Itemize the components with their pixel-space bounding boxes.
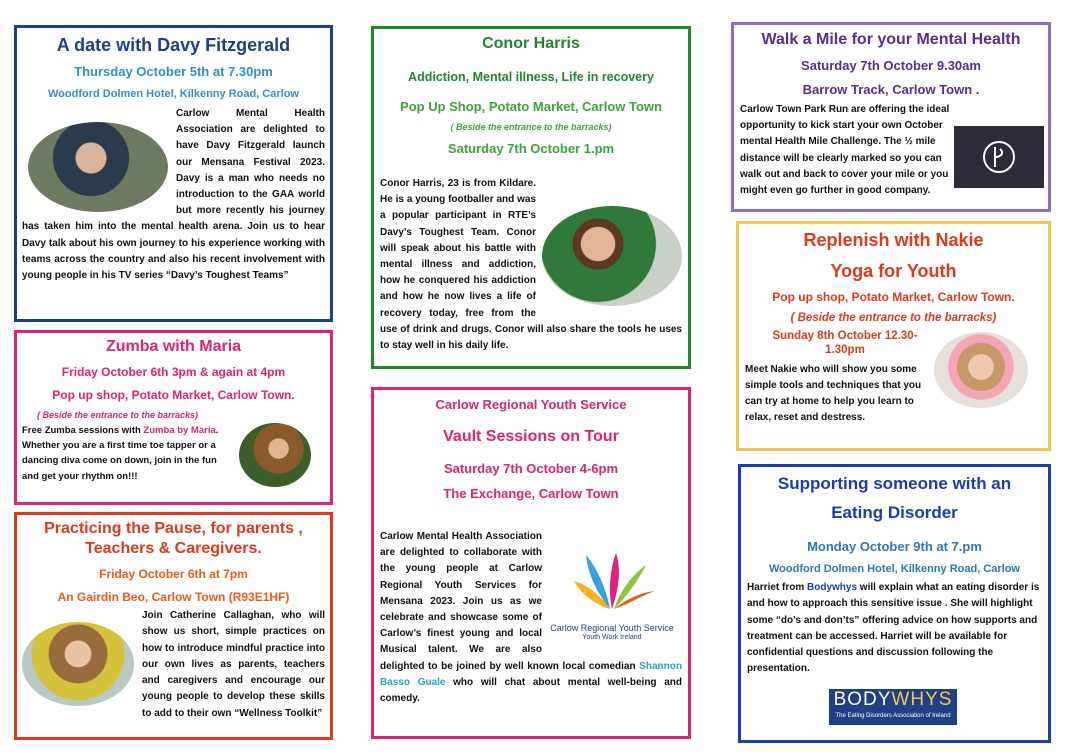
davy-title: A date with Davy Fitzgerald [56,35,291,55]
conor-title: Conor Harris [482,35,580,52]
conor-topic: Addiction, Mental illness, Life in recovery [408,70,654,84]
eating-date: Monday October 9th at 7.pm [807,539,982,554]
nakie-card [736,221,1051,451]
leaf-logo-icon [566,547,658,617]
eating-title-2: Eating Disorder [831,503,958,522]
youth-logo-name: Carlow Regional Youth Service [550,623,674,634]
nakie-description: Meet Nakie who will show you some simple tools and techniques that you can try at home to help you learn to relax, reset and destress. [739,358,1048,427]
youth-service-logo [548,547,676,647]
davy-description: Carlow Mental Health Association are delighted to have Davy Fitzgerald launch our Mensana Festival 2023. Davy is a man who needs no introduction to the GAA world but more recently his journey has taken him into the mental health arena. Join us to hear Davy talk about his own journey to his experience working with teams across the country and also his recent involvement with young people in his TV series “Davy’s Toughest Teams” [22,108,325,281]
walk-date: Saturday 7th October 9.30am [801,58,981,73]
walk-venue: Barrow Track, Carlow Town . [802,82,980,97]
bodywhys-logo-whys: WHYS [891,689,953,710]
youth-logo-tag: Youth Work Ireland [582,633,642,641]
eating-title-1: Supporting someone with an [777,474,1012,493]
nakie-note: ( Beside the entrance to the barracks) [790,312,997,324]
davy-venue: Woodford Dolmen Hotel, Kilkenny Road, Carlow [48,88,299,100]
zumba-description: Free Zumba sessions with Zumba by Maria. Whether you are a first time toe tapper or a dancing diva come on down, join in the fun and get your rhythm on!!! [17,420,330,484]
zumba-card [14,330,333,505]
conor-venue: Pop Up Shop, Potato Market, Carlow Town [400,99,662,114]
shannon-name: Shannon Basso Guale [380,660,682,688]
zumba-note: ( Beside the entrance to the barracks) [37,410,199,420]
nakie-title-2: Yoga for Youth [830,261,957,281]
zumba-venue: Pop up shop, Potato Market, Carlow Town. [52,388,295,402]
nakie-photo [934,332,1028,408]
nakie-venue: Pop up shop, Potato Market, Carlow Town. [772,290,1015,304]
youth-venue: The Exchange, Carlow Town [443,486,619,501]
catherine-photo [22,622,134,706]
youth-date: Saturday 7th October 4-6pm [443,461,619,476]
pause-card [14,512,333,740]
zumba-by-maria: Zumba by Maria [143,425,216,436]
walk-card [731,22,1051,212]
nakie-title-1: Replenish with Nakie [803,230,984,250]
bodywhys-logo-body: BODY [833,689,892,710]
davy-card [14,25,333,322]
eating-card [738,464,1051,743]
bodywhys-logo-tagline: The Eating Disorders Association of Ireland [835,713,951,719]
eating-description: Harriet from Bodywhys will explain what an eating disorder is and how to approach this sensitive issue . She will highlight some “do’s and don’ts” offering advice on how supports and treatment can be accessed. Harriet will be available for confidential questions and discussion following the presentation. [747,582,1040,675]
pause-venue: An Gairdin Beo, Carlow Town (R93E1HF) [57,590,290,604]
pause-description: Join Catherine Callaghan, who will show us short, simple practices on how to introduce mindful practice into our own lives as parents, teachers and caregivers and encourage our young people to develop these skills to add to their own “Wellness Toolkit” [17,604,330,722]
bodywhys-logo [829,689,957,725]
conor-date: Saturday 7th October 1.pm [447,141,615,156]
davy-photo [28,122,168,212]
eating-venue: Woodford Dolmen Hotel, Kilkenny Road, Carlow [769,563,1020,575]
walk-description: Carlow Town Park Run are offering the ideal opportunity to kick start your own October mental Health Mile Challenge. The ½ mile distance will be clearly marked so you can walk out and back to cover your mile or you might even go further in good company. [734,97,1048,199]
walk-title: Walk a Mile for your Mental Health [761,31,1021,48]
parkrun-icon [978,136,1020,178]
youth-title: Vault Sessions on Tour [443,428,619,445]
zumba-title: Zumba with Maria [105,338,242,355]
youth-card [371,387,691,739]
conor-description: Conor Harris, 23 is from Kildare. He is a young footballer and was a popular participant in RTE’s Davy’s Toughest Team. Conor will speak about his battle with mental illness and addiction, how he conquered his addiction and how he now lives a life of recovery today, free from the use of drink and drugs. Conor will also share the tools he uses to stay well in his daily life. [380,178,682,351]
davy-date: Thursday October 5th at 7.30pm [74,64,273,79]
maria-photo [239,423,311,487]
pause-title: Practicing the Pause, for parents , Teachers & Caregivers. [44,520,303,557]
conor-card [371,26,691,369]
conor-note: ( Beside the entrance to the barracks) [450,122,612,132]
zumba-date: Friday October 6th 3pm & again at 4pm [61,365,286,379]
nakie-date: Sunday 8th October 12.30-1.30pm [772,330,918,356]
pause-date: Friday October 6th at 7pm [99,567,248,581]
youth-org: Carlow Regional Youth Service [435,397,627,412]
bodywhys-name: Bodywhys [807,582,858,593]
conor-photo [542,206,682,306]
parkrun-logo [954,126,1044,188]
youth-description: Carlow Regional Youth Service Youth Work Ireland Carlow Mental Health Association are delighted to collaborate with the young people at Carlow Regional Youth Services for Mensana 2023. Join us as we celebrate and showcase some of Carlow’s finest young and local Musical talent. We are also delighted to be joined by well known local comedian Shannon Basso Guale who will chat about mental well-being and comedy. [380,531,682,704]
